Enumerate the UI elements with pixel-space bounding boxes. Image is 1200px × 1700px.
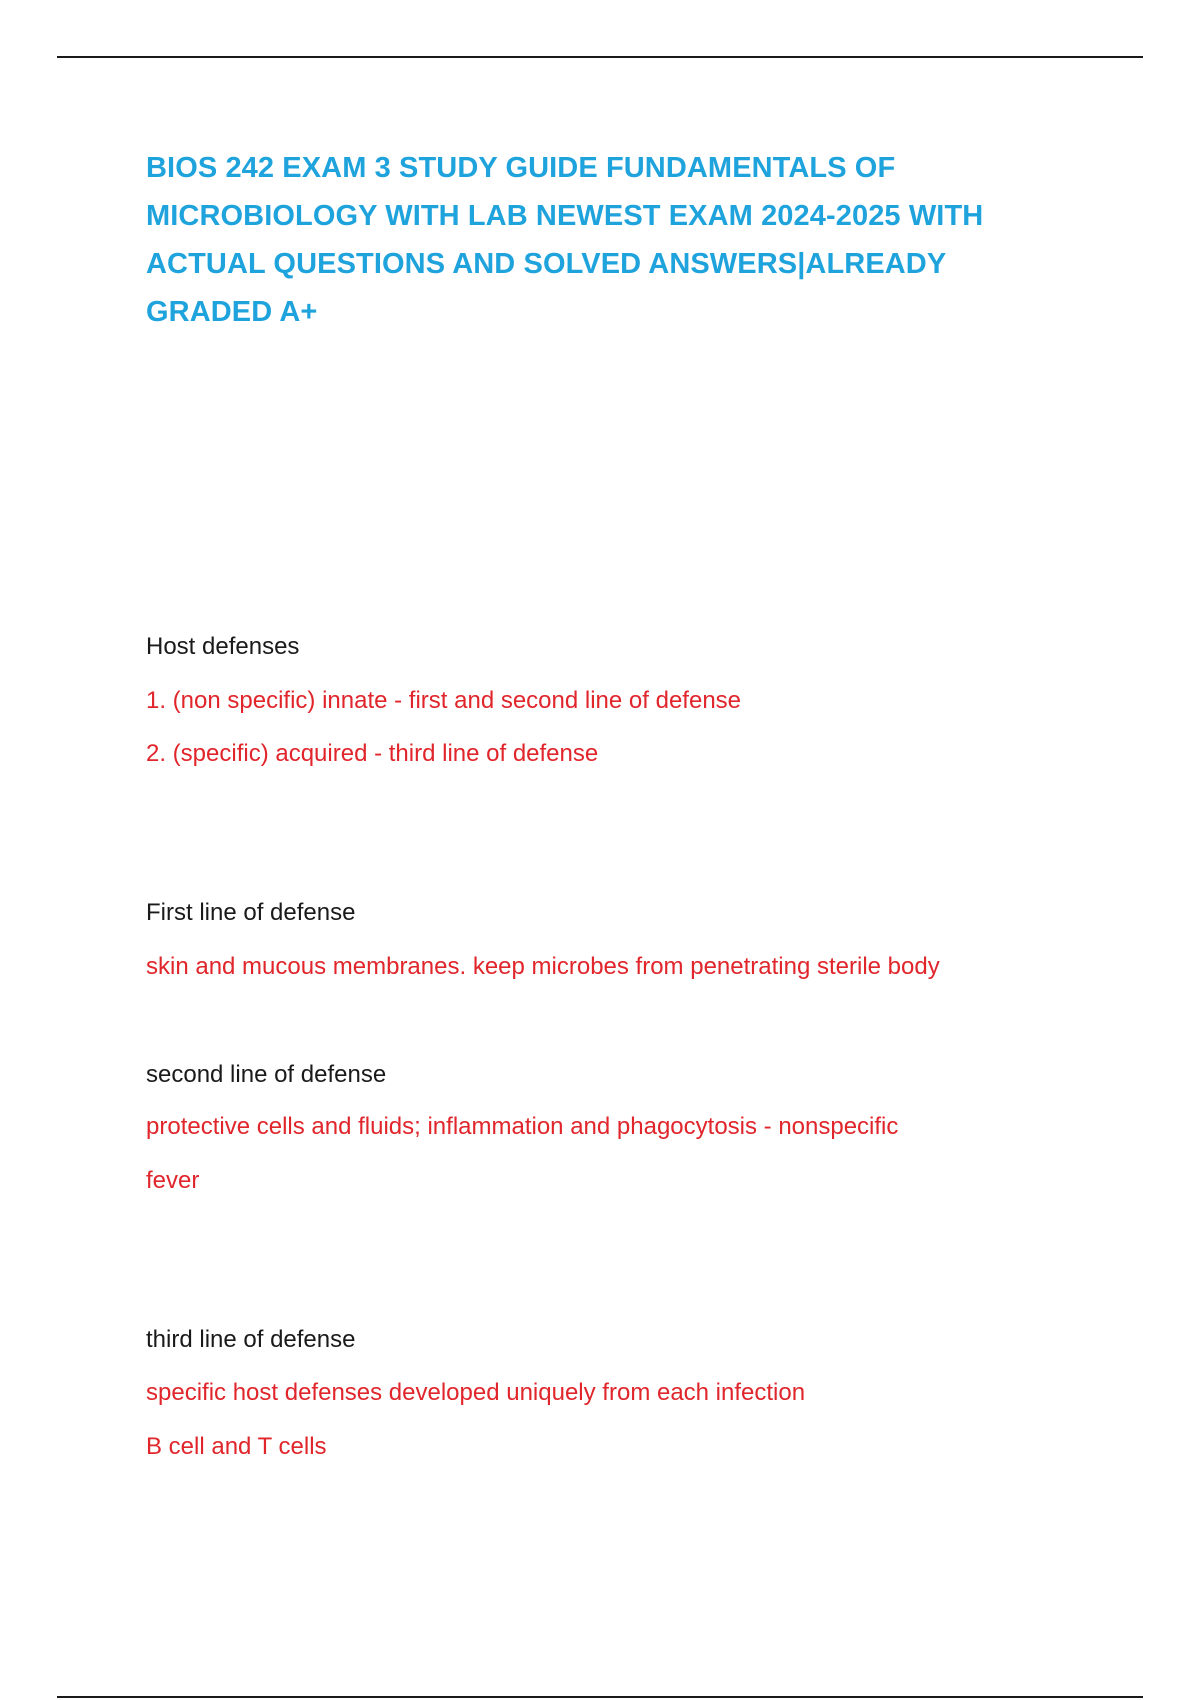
answer-first-line-of-defense: skin and mucous membranes. keep microbes from penetrating sterile body	[146, 953, 940, 980]
answer-second-line-of-defense-2: fever	[146, 1167, 200, 1194]
question-second-line-of-defense: second line of defense	[146, 1061, 387, 1088]
answer-third-line-of-defense-2: B cell and T cells	[146, 1433, 327, 1460]
question-host-defenses: Host defenses	[146, 633, 300, 660]
answer-host-defenses-2: 2. (specific) acquired - third line of defense	[146, 740, 599, 767]
answer-second-line-of-defense-1: protective cells and fluids; inflammation and phagocytosis - nonspecific	[146, 1113, 899, 1140]
top-divider	[57, 56, 1143, 58]
bottom-divider	[57, 1696, 1143, 1698]
answer-third-line-of-defense-1: specific host defenses developed uniquely from each infection	[146, 1379, 806, 1406]
document-title: BIOS 242 EXAM 3 STUDY GUIDE FUNDAMENTALS OF MICROBIOLOGY WITH LAB NEWEST EXAM 2024-2025 WITH ACTUAL QUESTIONS AND SOLVED ANSWERS|ALREADY GRADED A+	[146, 152, 984, 328]
question-first-line-of-defense: First line of defense	[146, 899, 356, 926]
answer-host-defenses-1: 1. (non specific) innate - first and second line of defense	[146, 687, 742, 714]
question-third-line-of-defense: third line of defense	[146, 1326, 356, 1353]
